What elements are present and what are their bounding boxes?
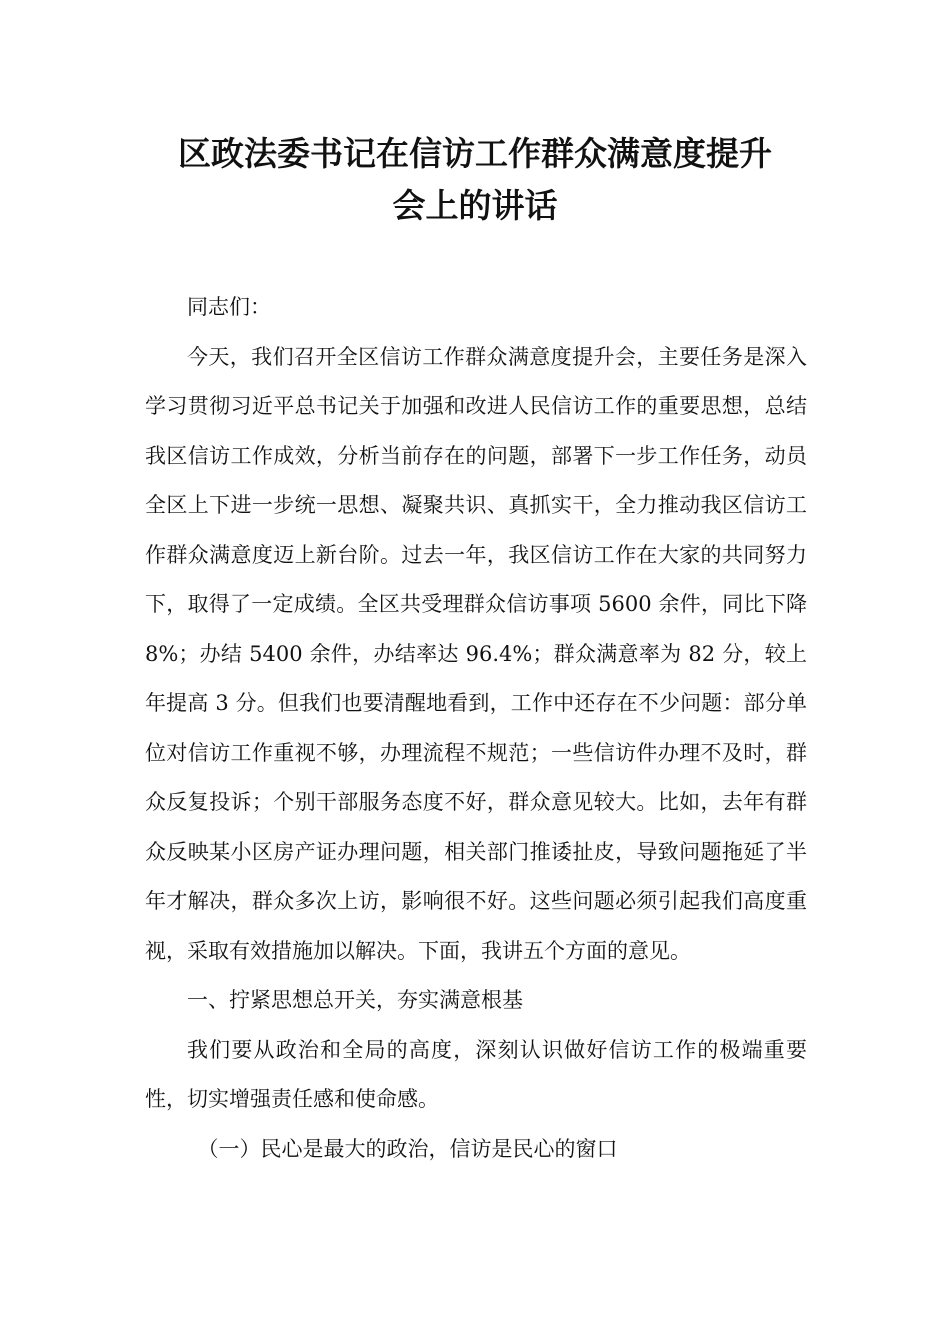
document-body xyxy=(145,283,807,1174)
paragraph-section-1: 我们要从政治和全局的高度，深刻认识做好信访工作的极端重要性，切实增强责任感和使命感。 xyxy=(145,1037,807,1111)
title-line-1: 区政法委书记在信访工作群众满意度提升 xyxy=(178,134,772,173)
title-line-2: 会上的讲话 xyxy=(392,186,558,225)
subsection-heading-1-1: （一）民心是最大的政治，信访是民心的窗口 xyxy=(197,1136,618,1161)
section-heading-1: 一、拧紧思想总开关，夯实满意根基 xyxy=(187,988,523,1012)
document-title xyxy=(120,128,830,232)
salutation: 同志们： xyxy=(187,295,271,319)
paragraph-intro: 今天，我们召开全区信访工作群众满意度提升会，主要任务是深入学习贯彻习近平总书记关于加强和改进人民信访工作的重要思想，总结我区信访工作成效，分析当前存在的问题，部署下一步工作任务，动员全区上下进一步统一思想、凝聚共识、真抓实干，全力推动我区信访工作群众满意度迈上新台阶。过去一年，我区信访工作在大家的共同努力下，取得了一定成绩。全区共受理群众信访事项 5600 余件，同比下降 8%；办结 5400 余件，办结率达 96.4%；群众满意率为 82 分，较上年提高 3 分。但我们也要清醒地看到，工作中还存在不少问题：部分单位对信访工作重视不够，办理流程不规范；一些信访件办理不及时，群众反复投诉；个别干部服务态度不好，群众意见较大。比如，去年有群众反映某小区房产证办理问题，相关部门推诿扯皮，导致问题拖延了半年才解决，群众多次上访，影响很不好。这些问题必须引起我们高度重视，采取有效措施加以解决。下面，我讲五个方面的意见。 xyxy=(145,344,807,963)
